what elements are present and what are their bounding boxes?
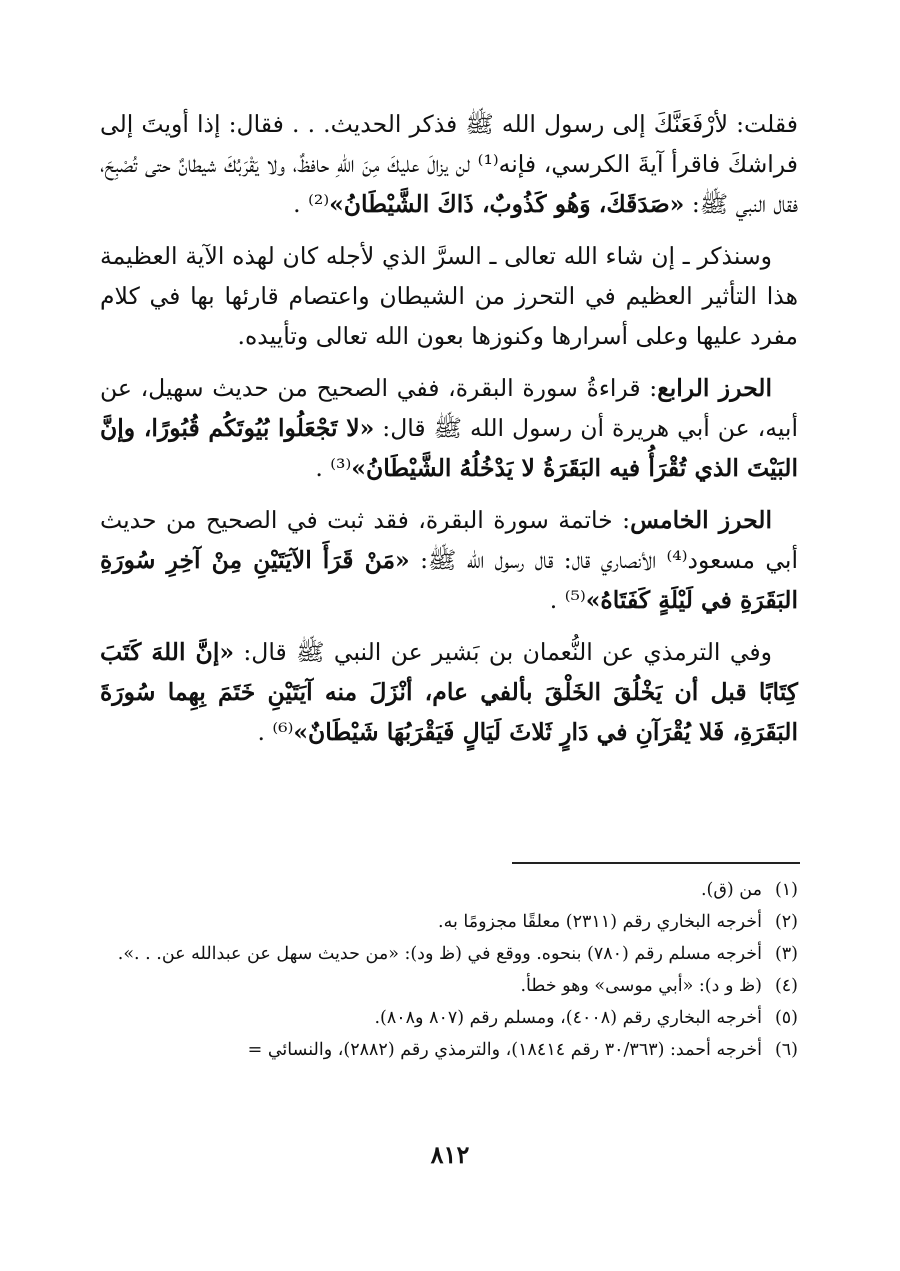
footnote-number: (٦) — [774, 1040, 798, 1060]
footnote-text: من (ق). — [700, 880, 762, 900]
main-text — [100, 104, 798, 764]
paragraph-text: فقلت: لأرْفَعَنَّكَ إلى رسول الله ﷺ فذكر الحديث. . . فقال: إذا أويتَ إلى فراشكَ فاقرأ آيةَ الكرسي، فإنه⁽¹⁾ لن يزالَ عليكَ مِنَ اللهِ حافظٌ، ولا يَقْرَبُكَ شيطانٌ حتى تُصْبِحَ، فقال النبي ﷺ: — [100, 110, 798, 218]
paragraph-text: وسنذكر ـ إن شاء الله تعالى ـ السرَّ الذي لأجله كان لهذه الآية العظيمة هذا التأثير العظيم في التحرز من الشيطان واعتصام قارئها بها في كلام مفرد عليها وعلى أسرارها وكنوزها بعون الله تعالى وتأييده. — [100, 242, 798, 350]
footnote-ref: ⁽⁶⁾ . — [257, 718, 294, 746]
footnote-text: أخرجه البخاري رقم (٢٣١١) معلقًا مجزومًا به. — [438, 912, 762, 932]
footnote-text: (ظ و د): «أبي موسى» وهو خطأ. — [520, 976, 762, 996]
footnote-ref: ⁽³⁾ . — [315, 454, 352, 482]
section-heading: الحرز الرابع — [657, 374, 772, 402]
footnote-number: (٥) — [774, 1008, 798, 1028]
footnote-text: أخرجه مسلم رقم (٧٨٠) بنحوه. ووقع في (ظ ود): «من حديث سهل عن عبدالله عن. . .». — [117, 944, 762, 964]
paragraph-text: : قراءةُ سورة البقرة، ففي الصحيح من حديث سهيل، عن أبيه، عن أبي هريرة أن رسول الله ﷺ قال: — [100, 374, 799, 442]
footnote-number: (٤) — [774, 976, 798, 996]
footnote-number: (١) — [774, 880, 798, 900]
footnote-item — [100, 874, 798, 906]
paragraph-text: وفي الترمذي عن النُّعمان بن بَشير عن النبي ﷺ قال: — [234, 638, 772, 666]
footnote-text: أخرجه البخاري رقم (٤٠٠٨)، ومسلم رقم (٨٠٧ و٨٠٨). — [374, 1008, 762, 1028]
paragraph-3 — [100, 368, 798, 488]
hadith-quote: «مَنْ قَرَأَ الآيَتَيْنِ مِنْ آخِرِ سُورَةِ البَقَرَةِ في لَيْلَةٍ كَفَتَاهُ» — [100, 546, 798, 614]
hadith-quote: «إنَّ اللهَ كَتَبَ كِتَابًا قبل أن يَخْلُقَ الخَلْقَ بألفي عام، أنْزَلَ منه آيَتَيْنِ خَتَمَ بِهِما سُورَةَ البَقَرَةِ، فَلا يُقْرَآنِ في دَارٍ ثَلاثَ لَيَالٍ فَيَقْرَبُهَا شَيْطَانٌ» — [100, 638, 798, 746]
footnote-ref: ⁽⁵⁾ . — [549, 586, 586, 614]
footnote-separator — [512, 862, 800, 864]
paragraph-1 — [100, 104, 798, 224]
footnote-item — [100, 1002, 798, 1034]
paragraph-2 — [100, 236, 798, 356]
footnote-item — [100, 970, 798, 1002]
paragraph-4 — [100, 500, 798, 620]
hadith-quote: «لا تَجْعَلُوا بُيُوتَكُم قُبُورًا، وإنَّ البَيْتَ الذي تُقْرَأُ فيه البَقَرَةُ لا يَدْخُلُهُ الشَّيْطَانُ» — [100, 414, 798, 482]
footnote-item — [100, 938, 798, 970]
hadith-quote: «صَدَقَكَ، وَهُو كَذُوبٌ، ذَاكَ الشَّيْطَانُ» — [329, 190, 685, 218]
paragraph-text: : خاتمة سورة البقرة، فقد ثبت في الصحيح من حديث أبي مسعود⁽⁴⁾ الأنصاري قال: قال رسول الله ﷺ: — [100, 506, 798, 574]
footnote-text: أخرجه أحمد: (٣٠/٣٦٣ رقم ١٨٤١٤)، والترمذي رقم (٢٨٨٢)، والنسائي = — [247, 1040, 762, 1060]
footnote-number: (٢) — [774, 912, 798, 932]
footnote-ref: ⁽²⁾ . — [293, 190, 330, 218]
footnotes — [100, 874, 798, 1066]
section-heading: الحرز الخامس — [630, 506, 772, 534]
footnote-number: (٣) — [774, 944, 798, 964]
paragraph-5 — [100, 632, 798, 752]
footnote-item — [100, 906, 798, 938]
page-number: ٨١٢ — [430, 1140, 470, 1169]
footnote-item — [100, 1034, 798, 1066]
